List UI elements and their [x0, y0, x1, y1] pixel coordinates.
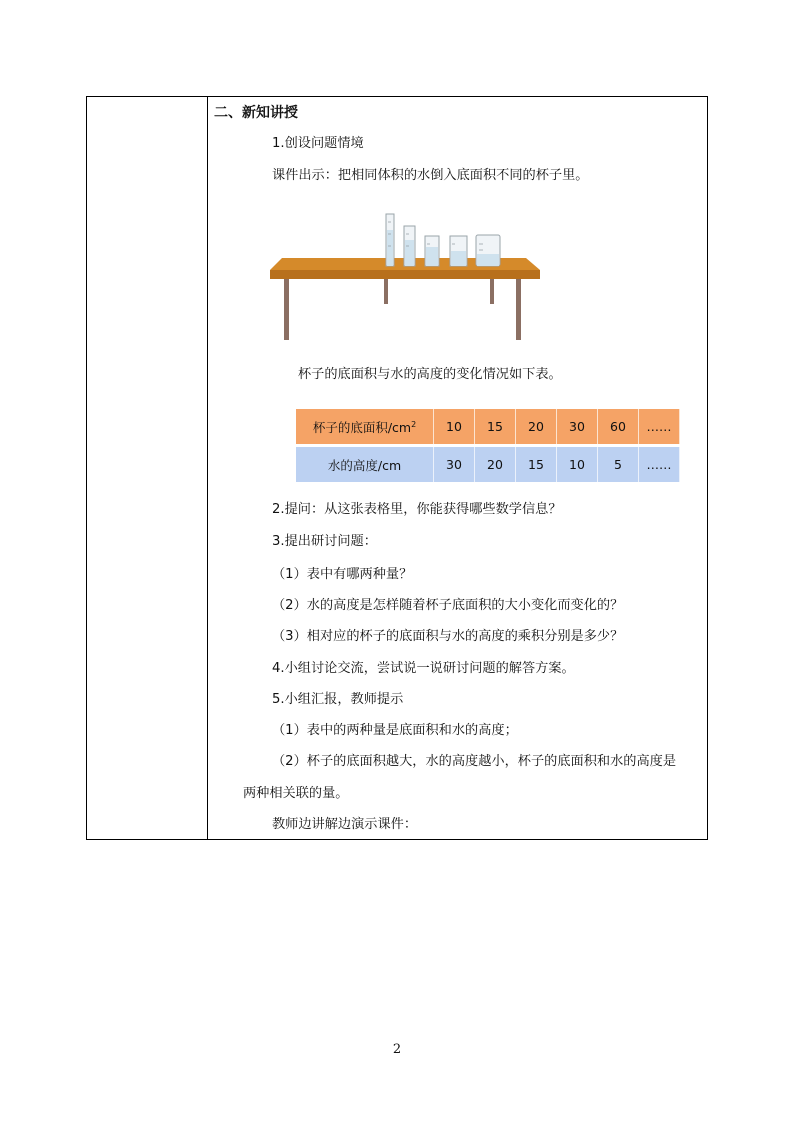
paragraph-6: （1）表中有哪两种量？	[272, 567, 413, 582]
table-cell: 10	[557, 446, 598, 483]
cup-1-water	[387, 230, 393, 266]
table-cell: 15	[475, 409, 516, 446]
column-divider	[207, 97, 208, 839]
table-leg	[284, 278, 289, 340]
cup-3-water	[426, 247, 438, 266]
section-heading: 二、新知讲授	[214, 105, 298, 121]
paragraph-13: 教师边讲解边演示课件：	[272, 817, 418, 832]
page-number: 2	[392, 1042, 402, 1057]
table-cell: ……	[639, 446, 680, 483]
paragraph-2: 课件出示：把相同体积的水倒入底面积不同的杯子里。	[272, 168, 589, 183]
table-row	[296, 409, 680, 446]
paragraph-4: 2.提问：从这张表格里，你能获得哪些数学信息？	[272, 502, 562, 517]
paragraph-11: （1）表中的两种量是底面积和水的高度；	[272, 723, 518, 738]
table-leg	[384, 278, 388, 304]
paragraph-1: 1.创设问题情境	[272, 136, 364, 151]
table-cell: 30	[434, 446, 475, 483]
paragraph-9: 4.小组讨论交流，尝试说一说研讨问题的解答方案。	[272, 661, 575, 676]
cup-5-water	[477, 254, 499, 266]
table-cell: 60	[598, 409, 639, 446]
table-leg	[516, 278, 521, 340]
cup-2-water	[405, 240, 414, 266]
row2-label: 水的高度/cm	[296, 446, 434, 483]
paragraph-3: 杯子的底面积与水的高度的变化情况如下表。	[298, 367, 562, 382]
paragraph-10: 5.小组汇报，教师提示	[272, 692, 404, 707]
row1-label: 杯子的底面积$/cm^2$	[296, 409, 434, 446]
paragraph-5: 3.提出研讨问题：	[272, 534, 377, 549]
table-cell: 15	[516, 446, 557, 483]
cup-4-water	[451, 251, 466, 266]
table-edge	[270, 270, 540, 279]
data-table	[296, 409, 680, 482]
paragraph-12b: 两种相关联的量。	[243, 786, 349, 801]
paragraph-12a: （2）杯子的底面积越大，水的高度越小，杯子的底面积和水的高度是	[272, 754, 677, 769]
table-cell: 20	[516, 409, 557, 446]
table-cell: 5	[598, 446, 639, 483]
table-leg	[490, 278, 494, 304]
table-cell: 20	[475, 446, 516, 483]
paragraph-8: （3）相对应的杯子的底面积与水的高度的乘积分别是多少？	[272, 629, 624, 644]
table-cell: ……	[639, 409, 680, 446]
table-row	[296, 446, 680, 483]
table-cell: 30	[557, 409, 598, 446]
table-cell: 10	[434, 409, 475, 446]
cups-on-table-illustration	[258, 204, 546, 346]
paragraph-7: （2）水的高度是怎样随着杯子底面积的大小变化而变化的？	[272, 598, 624, 613]
